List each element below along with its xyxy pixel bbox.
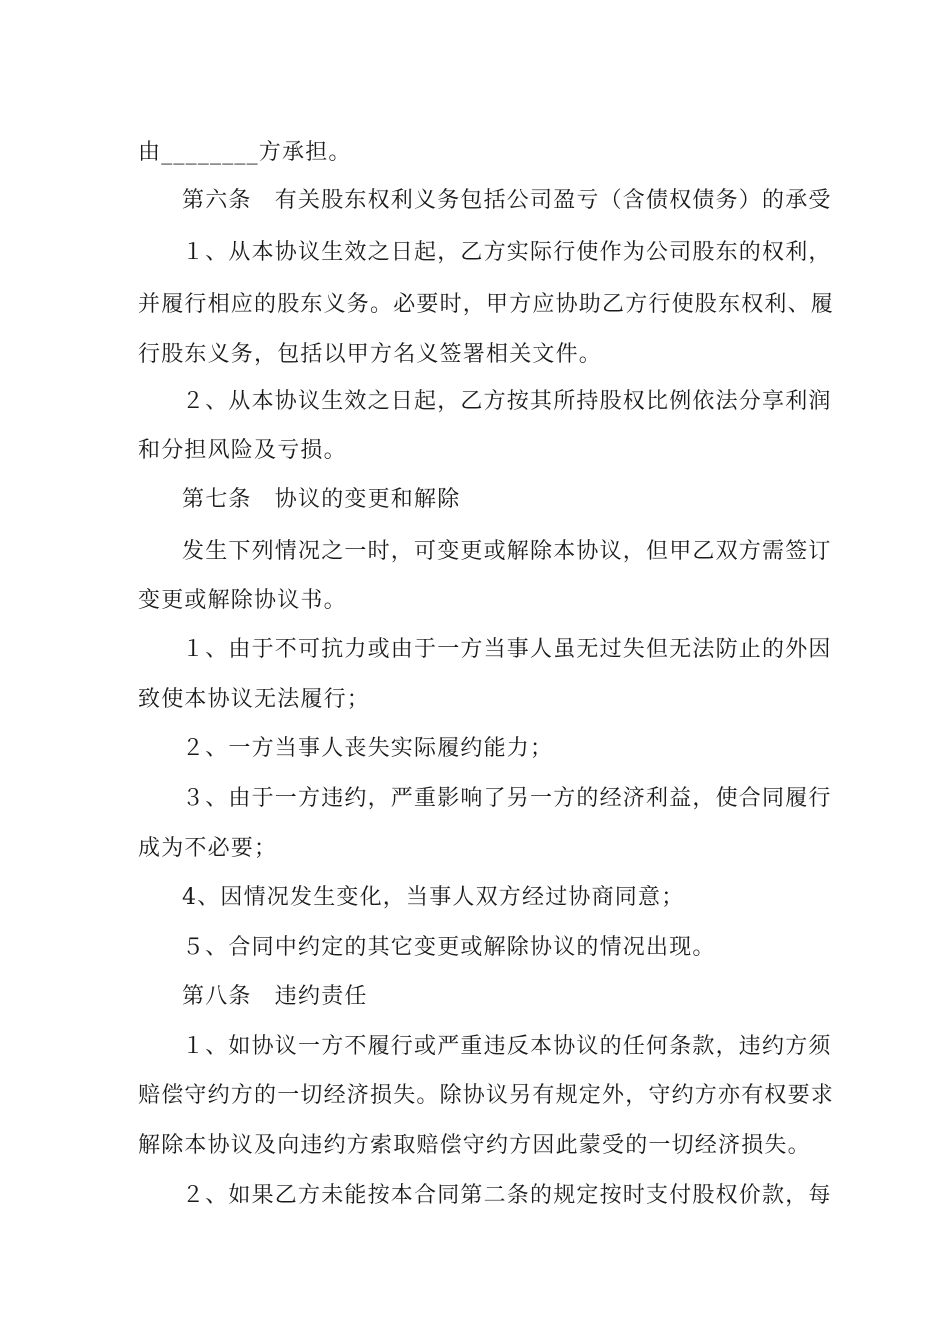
text-line: 成为不必要； [138,836,278,861]
text-line: ２、从本协议生效之日起，乙方按其所持股权比例依法分享利润 [182,389,832,414]
text-line: 并履行相应的股东义务。必要时，甲方应协助乙方行使股东权利、履 [138,292,835,317]
text-line: 由________方承担。 [138,140,352,165]
text-line: ２、如果乙方未能按本合同第二条的规定按时支付股权价款，每 [182,1183,832,1208]
text-line: ２、一方当事人丧失实际履约能力； [182,736,554,761]
text-line: １、如协议一方不履行或严重违反本协议的任何条款，违约方须 [182,1034,832,1059]
text-line: １、由于不可抗力或由于一方当事人虽无过失但无法防止的外因 [182,637,832,662]
article-7-heading: 第七条 协议的变更和解除 [182,487,461,512]
text-line: ３、由于一方违约，严重影响了另一方的经济利益，使合同履行 [182,786,832,811]
text-line: 和分担风险及亏损。 [138,438,347,463]
text-line: 4、因情况发生变化，当事人双方经过协商同意； [182,885,685,910]
text-line: 致使本协议无法履行； [138,687,371,712]
text-line: 发生下列情况之一时，可变更或解除本协议，但甲乙双方需签订 [182,539,832,564]
text-line: 解除本协议及向违约方索取赔偿守约方因此蒙受的一切经济损失。 [138,1133,811,1158]
text-line: 赔偿守约方的一切经济损失。除协议另有规定外，守约方亦有权要求 [138,1083,835,1108]
text-line: 变更或解除协议书。 [138,588,347,613]
text-line: 行股东义务，包括以甲方名义签署相关文件。 [138,342,603,367]
text-line: １、从本协议生效之日起，乙方实际行使作为公司股东的权利， [182,240,832,265]
article-6-heading: 第六条 有关股东权利义务包括公司盈亏（含债权债务）的承受 [182,188,832,213]
article-8-heading: 第八条 违约责任 [182,984,368,1009]
text-line: ５、合同中约定的其它变更或解除协议的情况出现。 [182,935,716,960]
